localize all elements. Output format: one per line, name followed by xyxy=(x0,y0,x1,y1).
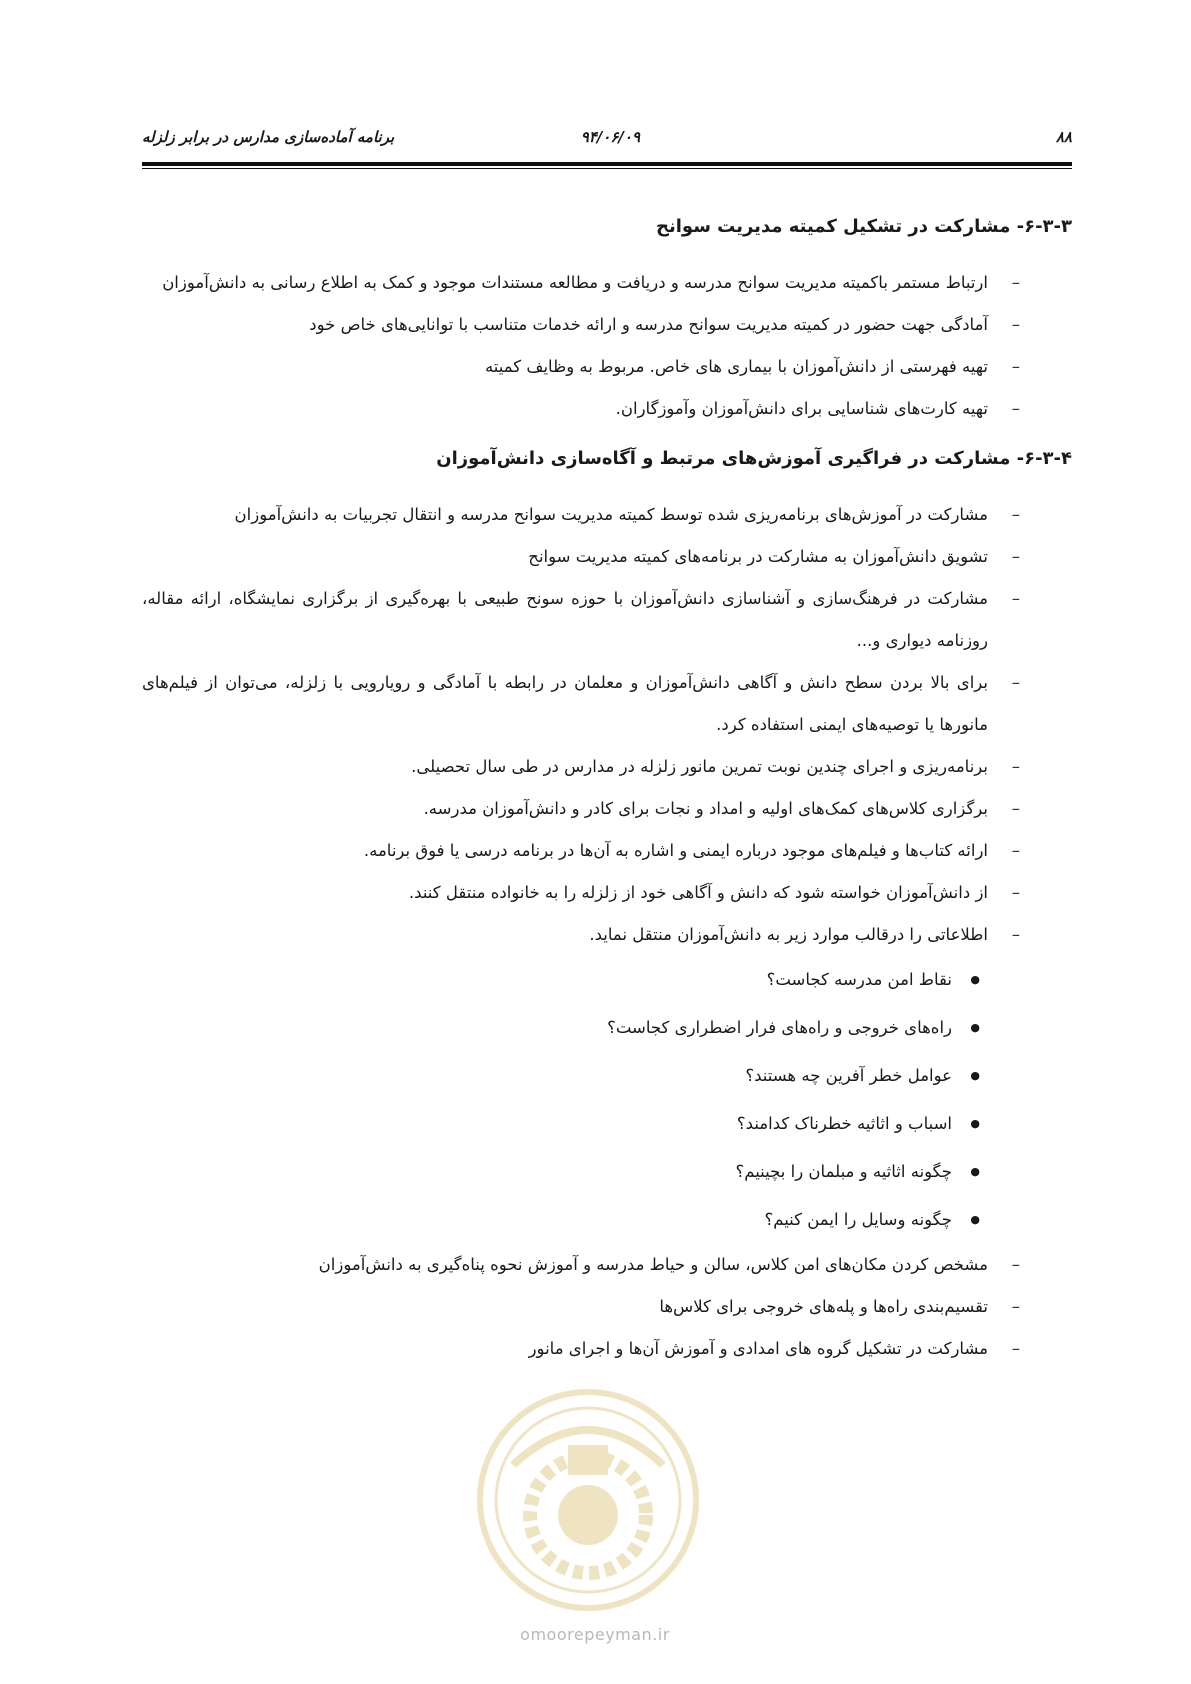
site-watermark: omoorepeyman.ir xyxy=(520,1625,670,1644)
header-rule-thin xyxy=(142,168,1072,169)
training-list xyxy=(142,494,1072,956)
training-list-continued xyxy=(142,1244,1072,1370)
bullet-item: ● چگونه وسایل را ایمن کنیم؟ xyxy=(142,1196,1072,1244)
list-item: – ارائه کتاب‌ها و فیلم‌های موجود درباره ایمنی و اشاره به آن‌ها در برنامه درسی یا فوق برنامه. xyxy=(142,830,1072,872)
info-bullet-list xyxy=(142,956,1072,1244)
section-title-committee: ۶-۳-۳- مشارکت در تشکیل کمیته مدیریت سوانح xyxy=(656,216,1072,237)
page-content xyxy=(142,212,1072,1370)
bullet-item: ● راه‌های خروجی و راه‌های فرار اضطراری کجاست؟ xyxy=(142,1004,1072,1052)
page-header xyxy=(142,128,1072,152)
list-item: – ارتباط مستمر باکمیته مدیریت سوانح مدرسه و دریافت و مطالعه مستندات موجود و کمک به اطلاع رسانی به دانش‌آموزان xyxy=(142,262,1072,304)
header-rule-thick xyxy=(142,162,1072,166)
seal-watermark-icon xyxy=(473,1385,703,1615)
list-item: – از دانش‌آموزان خواسته شود که دانش و آگاهی خود از زلزله را به خانواده منتقل کنند. xyxy=(142,872,1072,914)
list-item: – مشارکت در تشکیل گروه های امدادی و آموزش آن‌ها و اجرای مانور xyxy=(142,1328,1072,1370)
list-item: – تقسیم‌بندی راه‌ها و پله‌های خروجی برای کلاس‌ها xyxy=(142,1286,1072,1328)
header-title: برنامه آماده‌سازی مدارس در برابر زلزله xyxy=(142,128,395,146)
list-item: – برنامه‌ریزی و اجرای چندین نوبت تمرین مانور زلزله در مدارس در طی سال تحصیلی. xyxy=(142,746,1072,788)
header-date: ۹۴/۰۶/۰۹ xyxy=(580,128,640,146)
section-title-training: ۶-۳-۴- مشارکت در فراگیری آموزش‌های مرتبط و آگاه‌سازی دانش‌آموزان xyxy=(436,448,1072,469)
list-item: – آمادگی جهت حضور در کمیته مدیریت سوانح مدرسه و ارائه خدمات متناسب با توانایی‌های خاص خود xyxy=(142,304,1072,346)
list-item: – تهیه کارت‌های شناسایی برای دانش‌آموزان وآموزگاران. xyxy=(142,388,1072,430)
list-item: – اطلاعاتی را درقالب موارد زیر به دانش‌آموزان منتقل نماید. xyxy=(142,914,1072,956)
list-item: – مشارکت در فرهنگ‌سازی و آشناسازی دانش‌آموزان با حوزه سونح طبیعی با بهره‌گیری از برگزاری نمایشگاه، ارائه مقاله، روزنامه دیواری و... xyxy=(142,578,1072,662)
committee-list xyxy=(142,262,1072,430)
list-item: – تهیه فهرستی از دانش‌آموزان با بیماری های خاص. مربوط به وظایف کمیته xyxy=(142,346,1072,388)
page-number: ۸۸ xyxy=(1055,128,1072,146)
list-item: – مشارکت در آموزش‌های برنامه‌ریزی شده توسط کمیته مدیریت سوانح مدرسه و انتقال تجربیات به دانش‌آموزان xyxy=(142,494,1072,536)
bullet-item: ● چگونه اثاثیه و مبلمان را بچینیم؟ xyxy=(142,1148,1072,1196)
list-item: – مشخص کردن مکان‌های امن کلاس، سالن و حیاط مدرسه و آموزش نحوه پناه‌گیری به دانش‌آموزان xyxy=(142,1244,1072,1286)
list-item: – تشویق دانش‌آموزان به مشارکت در برنامه‌های کمیته مدیریت سوانح xyxy=(142,536,1072,578)
bullet-item: ● عوامل خطر آفرین چه هستند؟ xyxy=(142,1052,1072,1100)
list-item: – برای بالا بردن سطح دانش و آگاهی دانش‌آموزان و معلمان در رابطه با آمادگی و رویارویی با زلزله، می‌توان از فیلم‌های مانورها یا توصیه‌های ایمنی استفاده کرد. xyxy=(142,662,1072,746)
bullet-item: ● نقاط امن مدرسه کجاست؟ xyxy=(142,956,1072,1004)
bullet-item: ● اسباب و اثاثیه خطرناک کدامند؟ xyxy=(142,1100,1072,1148)
list-item: – برگزاری کلاس‌های کمک‌های اولیه و امداد و نجات برای کادر و دانش‌آموزان مدرسه. xyxy=(142,788,1072,830)
